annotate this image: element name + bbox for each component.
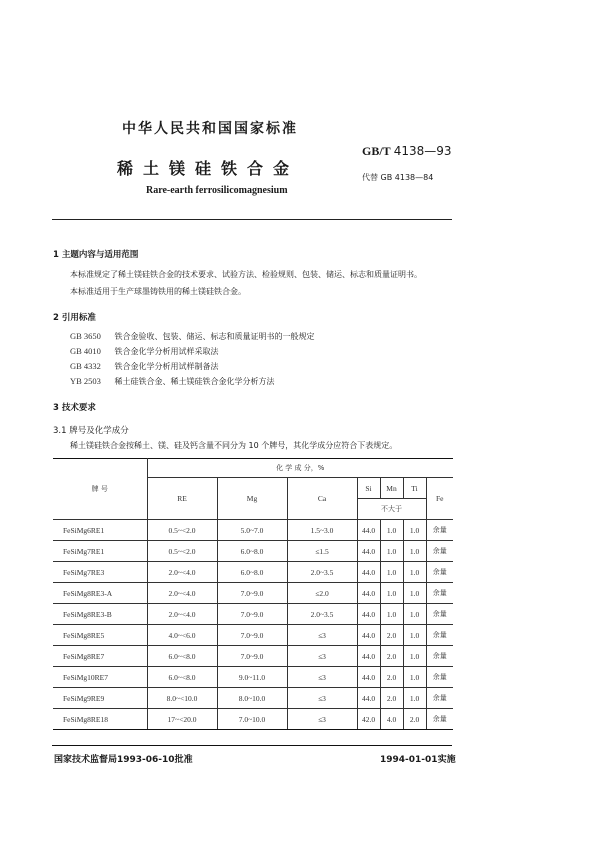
mn-cell: 1.0 bbox=[380, 520, 403, 541]
mg-cell: 6.0~8.0 bbox=[217, 562, 287, 583]
reference-item bbox=[70, 346, 219, 357]
reference-item bbox=[70, 376, 275, 387]
ti-cell: 1.0 bbox=[403, 562, 426, 583]
grade-cell: FeSiMg10RE7 bbox=[53, 667, 147, 688]
fe-cell: 余量 bbox=[426, 583, 453, 604]
ti-cell: 1.0 bbox=[403, 667, 426, 688]
approval-info: 国家技术监督局1993-06-10批准 bbox=[54, 755, 193, 765]
si-cell: 44.0 bbox=[357, 646, 380, 667]
re-cell: 2.0~<4.0 bbox=[147, 562, 217, 583]
fe-cell: 余量 bbox=[426, 604, 453, 625]
mg-cell: 7.0~10.0 bbox=[217, 709, 287, 730]
reference-code: GB 4332 bbox=[70, 361, 101, 371]
mg-cell: 8.0~10.0 bbox=[217, 688, 287, 709]
mg-cell: 7.0~9.0 bbox=[217, 646, 287, 667]
col-ti-header: Ti bbox=[403, 478, 426, 499]
fe-cell: 余量 bbox=[426, 520, 453, 541]
ca-cell: ≤3 bbox=[287, 709, 357, 730]
fe-cell: 余量 bbox=[426, 625, 453, 646]
table-row bbox=[53, 625, 453, 646]
re-cell: 2.0~<4.0 bbox=[147, 583, 217, 604]
mg-cell: 7.0~9.0 bbox=[217, 625, 287, 646]
ca-cell: 1.5~3.0 bbox=[287, 520, 357, 541]
col-fe-header: Fe bbox=[426, 478, 453, 520]
grade-cell: FeSiMg8RE5 bbox=[53, 625, 147, 646]
reference-item bbox=[70, 331, 315, 342]
section-1-para-2: 本标准适用于生产球墨铸铁用的稀土镁硅铁合金。 bbox=[70, 287, 246, 296]
table-row bbox=[53, 604, 453, 625]
not-more-than-label: 不大于 bbox=[357, 499, 426, 520]
reference-title: 铁合金验收、包装、储运、标志和质量证明书的一般规定 bbox=[114, 332, 315, 341]
ca-cell: ≤3 bbox=[287, 646, 357, 667]
table-row bbox=[53, 583, 453, 604]
standard-number: 4138—93 bbox=[393, 144, 452, 158]
col-si-header: Si bbox=[357, 478, 380, 499]
document-title-cn: 稀土镁硅铁合金 bbox=[117, 159, 300, 178]
fe-cell: 余量 bbox=[426, 709, 453, 730]
table-row bbox=[53, 646, 453, 667]
re-cell: 6.0~<8.0 bbox=[147, 646, 217, 667]
reference-title: 稀土硅铁合金、稀土镁硅铁合金化学分析方法 bbox=[114, 377, 275, 386]
mg-cell: 9.0~11.0 bbox=[217, 667, 287, 688]
ca-cell: ≤3 bbox=[287, 667, 357, 688]
mn-cell: 2.0 bbox=[380, 625, 403, 646]
ti-cell: 1.0 bbox=[403, 541, 426, 562]
si-cell: 44.0 bbox=[357, 688, 380, 709]
si-cell: 44.0 bbox=[357, 562, 380, 583]
fe-cell: 余量 bbox=[426, 688, 453, 709]
reference-item bbox=[70, 361, 219, 372]
ti-cell: 1.0 bbox=[403, 583, 426, 604]
ti-cell: 1.0 bbox=[403, 646, 426, 667]
grade-cell: FeSiMg9RE9 bbox=[53, 688, 147, 709]
si-cell: 44.0 bbox=[357, 625, 380, 646]
col-mn-header: Mn bbox=[380, 478, 403, 499]
grade-header: 牌 号 bbox=[53, 459, 147, 520]
grade-cell: FeSiMg8RE7 bbox=[53, 646, 147, 667]
col-re-header: RE bbox=[147, 478, 217, 520]
composition-header: 化 学 成 分，% bbox=[147, 459, 453, 478]
reference-code: GB 3650 bbox=[70, 331, 101, 341]
ti-cell: 1.0 bbox=[403, 604, 426, 625]
table-row bbox=[53, 541, 453, 562]
table-row bbox=[53, 709, 453, 730]
si-cell: 44.0 bbox=[357, 604, 380, 625]
table-row bbox=[53, 688, 453, 709]
grade-cell: FeSiMg6RE1 bbox=[53, 520, 147, 541]
fe-cell: 余量 bbox=[426, 541, 453, 562]
standard-prefix: GB/T bbox=[362, 144, 391, 158]
section-1-para-1: 本标准规定了稀土镁硅铁合金的技术要求、试验方法、检验规则、包装、储运、标志和质量证明书。 bbox=[70, 270, 422, 279]
reference-title: 铁合金化学分析用试样制备法 bbox=[114, 362, 219, 371]
re-cell: 4.0~<6.0 bbox=[147, 625, 217, 646]
grade-cell: FeSiMg7RE3 bbox=[53, 562, 147, 583]
col-ca-header: Ca bbox=[287, 478, 357, 520]
re-cell: 17~<20.0 bbox=[147, 709, 217, 730]
table-row bbox=[53, 667, 453, 688]
mn-cell: 1.0 bbox=[380, 541, 403, 562]
grade-cell: FeSiMg8RE3-A bbox=[53, 583, 147, 604]
mn-cell: 4.0 bbox=[380, 709, 403, 730]
header-divider bbox=[52, 219, 452, 220]
reference-code: YB 2503 bbox=[70, 376, 101, 386]
standard-code bbox=[362, 144, 452, 159]
ti-cell: 1.0 bbox=[403, 688, 426, 709]
national-standard-heading: 中华人民共和国国家标准 bbox=[122, 121, 298, 137]
mn-cell: 2.0 bbox=[380, 646, 403, 667]
replaces-standard: 代替 GB 4138—84 bbox=[362, 173, 434, 182]
ca-cell: ≤1.5 bbox=[287, 541, 357, 562]
ti-cell: 2.0 bbox=[403, 709, 426, 730]
ca-cell: ≤3 bbox=[287, 688, 357, 709]
ca-cell: ≤2.0 bbox=[287, 583, 357, 604]
re-cell: 0.5~<2.0 bbox=[147, 520, 217, 541]
reference-title: 铁合金化学分析用试样采取法 bbox=[114, 347, 219, 356]
section-3-1-heading: 3.1 牌号及化学成分 bbox=[53, 426, 129, 436]
fe-cell: 余量 bbox=[426, 667, 453, 688]
mn-cell: 2.0 bbox=[380, 667, 403, 688]
grade-cell: FeSiMg8RE18 bbox=[53, 709, 147, 730]
mg-cell: 6.0~8.0 bbox=[217, 541, 287, 562]
mg-cell: 7.0~9.0 bbox=[217, 583, 287, 604]
si-cell: 44.0 bbox=[357, 541, 380, 562]
si-cell: 44.0 bbox=[357, 583, 380, 604]
ti-cell: 1.0 bbox=[403, 625, 426, 646]
section-2-heading: 2 引用标准 bbox=[53, 313, 96, 323]
fe-cell: 余量 bbox=[426, 562, 453, 583]
mn-cell: 1.0 bbox=[380, 562, 403, 583]
section-3-1-para: 稀土镁硅铁合金按稀土、镁、硅及钙含量不同分为 10 个牌号，其化学成分应符合下表规定。 bbox=[70, 441, 398, 450]
mn-cell: 1.0 bbox=[380, 583, 403, 604]
re-cell: 2.0~<4.0 bbox=[147, 604, 217, 625]
fe-cell: 余量 bbox=[426, 646, 453, 667]
re-cell: 0.5~<2.0 bbox=[147, 541, 217, 562]
grade-cell: FeSiMg7RE1 bbox=[53, 541, 147, 562]
mg-cell: 7.0~9.0 bbox=[217, 604, 287, 625]
mg-cell: 5.0~7.0 bbox=[217, 520, 287, 541]
si-cell: 44.0 bbox=[357, 667, 380, 688]
table-header-row bbox=[53, 459, 453, 478]
footer-divider bbox=[52, 745, 452, 746]
ca-cell: 2.0~3.5 bbox=[287, 562, 357, 583]
mn-cell: 2.0 bbox=[380, 688, 403, 709]
ca-cell: ≤3 bbox=[287, 625, 357, 646]
table-row bbox=[53, 562, 453, 583]
col-mg-header: Mg bbox=[217, 478, 287, 520]
si-cell: 44.0 bbox=[357, 520, 380, 541]
effective-date: 1994-01-01实施 bbox=[380, 755, 456, 765]
ti-cell: 1.0 bbox=[403, 520, 426, 541]
grade-cell: FeSiMg8RE3-B bbox=[53, 604, 147, 625]
si-cell: 42.0 bbox=[357, 709, 380, 730]
document-title-en: Rare-earth ferrosilicomagnesium bbox=[146, 185, 288, 196]
section-1-heading: 1 主题内容与适用范围 bbox=[53, 250, 139, 260]
chemical-composition-table bbox=[53, 458, 453, 730]
re-cell: 6.0~<8.0 bbox=[147, 667, 217, 688]
ca-cell: 2.0~3.5 bbox=[287, 604, 357, 625]
section-3-heading: 3 技术要求 bbox=[53, 403, 96, 413]
re-cell: 8.0~<10.0 bbox=[147, 688, 217, 709]
table-row bbox=[53, 520, 453, 541]
mn-cell: 1.0 bbox=[380, 604, 403, 625]
reference-code: GB 4010 bbox=[70, 346, 101, 356]
